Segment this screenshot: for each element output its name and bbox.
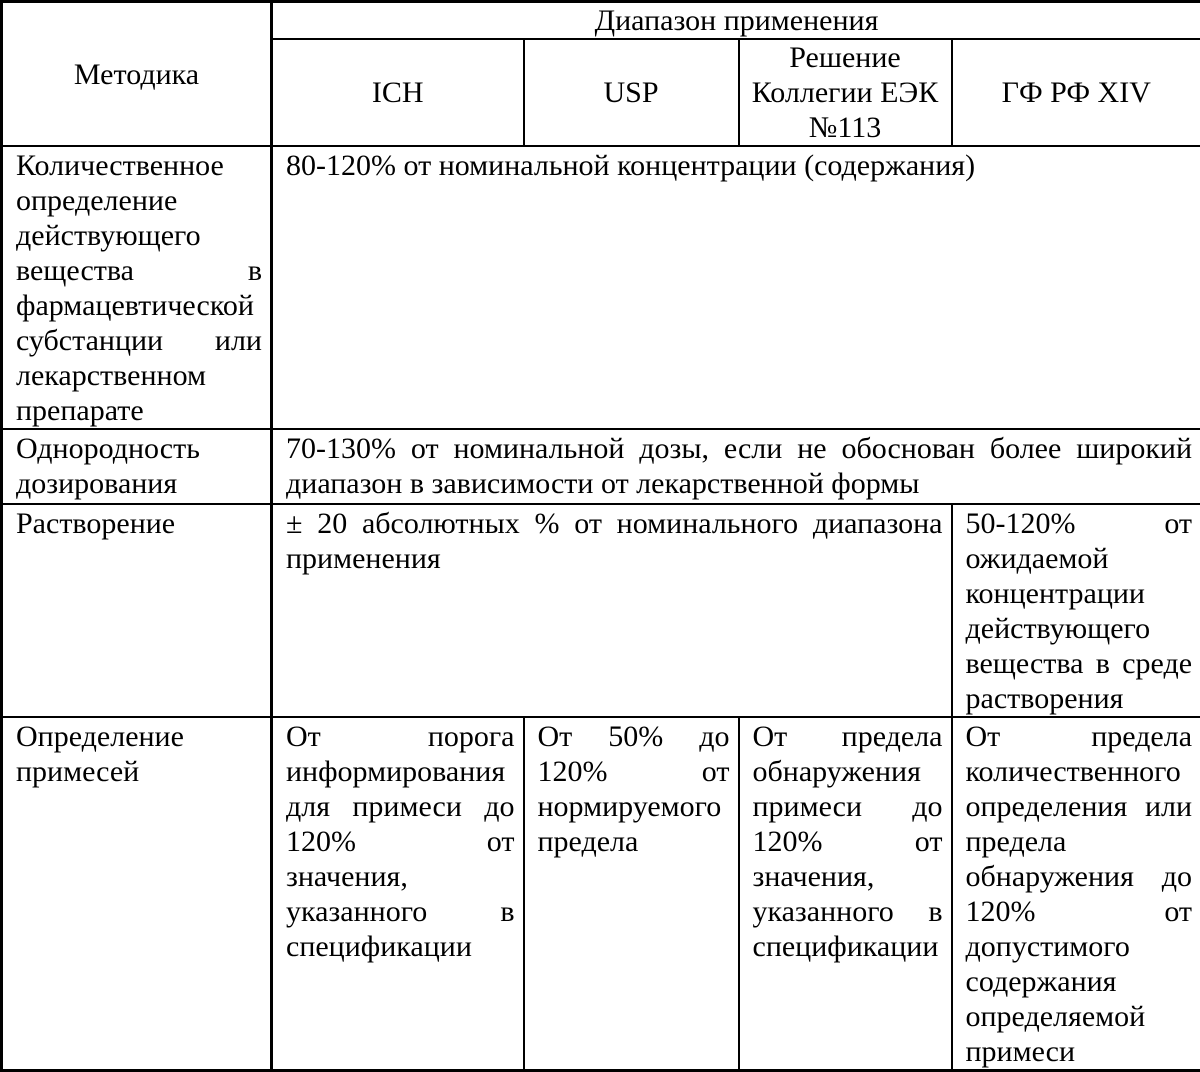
- cell-assay-range-all: 80-120% от номинальной концентрации (содержания): [272, 146, 1200, 429]
- row-impurities: [2, 717, 1200, 1071]
- header-row-top: [2, 2, 1200, 40]
- cell-dose-uniformity-range-all: 70-130% от номинальной дозы, если не обоснован более широкий диапазон в зависимости от лекарственной формы: [272, 429, 1200, 504]
- column-header-usp: USP: [524, 39, 739, 146]
- row-dose-uniformity: [2, 429, 1200, 504]
- cell-impurities-range-gf: От предела количественного определения или предела обнаружения до 120% от допустимого содержания определяемой примеси: [952, 717, 1200, 1071]
- cell-method-dose-uniformity: Однородность дозирования: [2, 429, 272, 504]
- cell-impurities-range-ich: От порога информирования для примеси до 120% от значения, указанного в спецификации: [272, 717, 524, 1071]
- row-assay: [2, 146, 1200, 429]
- column-header-gf-rf-xiv: ГФ РФ XIV: [952, 39, 1200, 146]
- cell-method-dissolution: Растворение: [2, 504, 272, 717]
- column-header-eec-decision: Решение Коллегии ЕЭК №113: [739, 39, 952, 146]
- cell-impurities-range-eec: От предела обнаружения примеси до 120% от значения, указанного в спецификации: [739, 717, 952, 1071]
- cell-dissolution-range-gf: 50-120% от ожидаемой концентрации действующего вещества в среде растворения: [952, 504, 1200, 717]
- cell-dissolution-range-ich-usp-eec: ± 20 абсолютных % от номинального диапазона применения: [272, 504, 952, 717]
- row-dissolution: [2, 504, 1200, 717]
- span-cell-application-range: Диапазон применения: [272, 2, 1200, 40]
- cell-method-impurities: Определение примесей: [2, 717, 272, 1071]
- column-header-ich: ICH: [272, 39, 524, 146]
- cell-impurities-range-usp: От 50% до 120% от нормируемого предела: [524, 717, 739, 1071]
- corner-cell-methodology: Методика: [2, 2, 272, 147]
- cell-method-assay: Количественное определение действующего вещества в фармацевтической субстанции или лекарственном препарате: [2, 146, 272, 429]
